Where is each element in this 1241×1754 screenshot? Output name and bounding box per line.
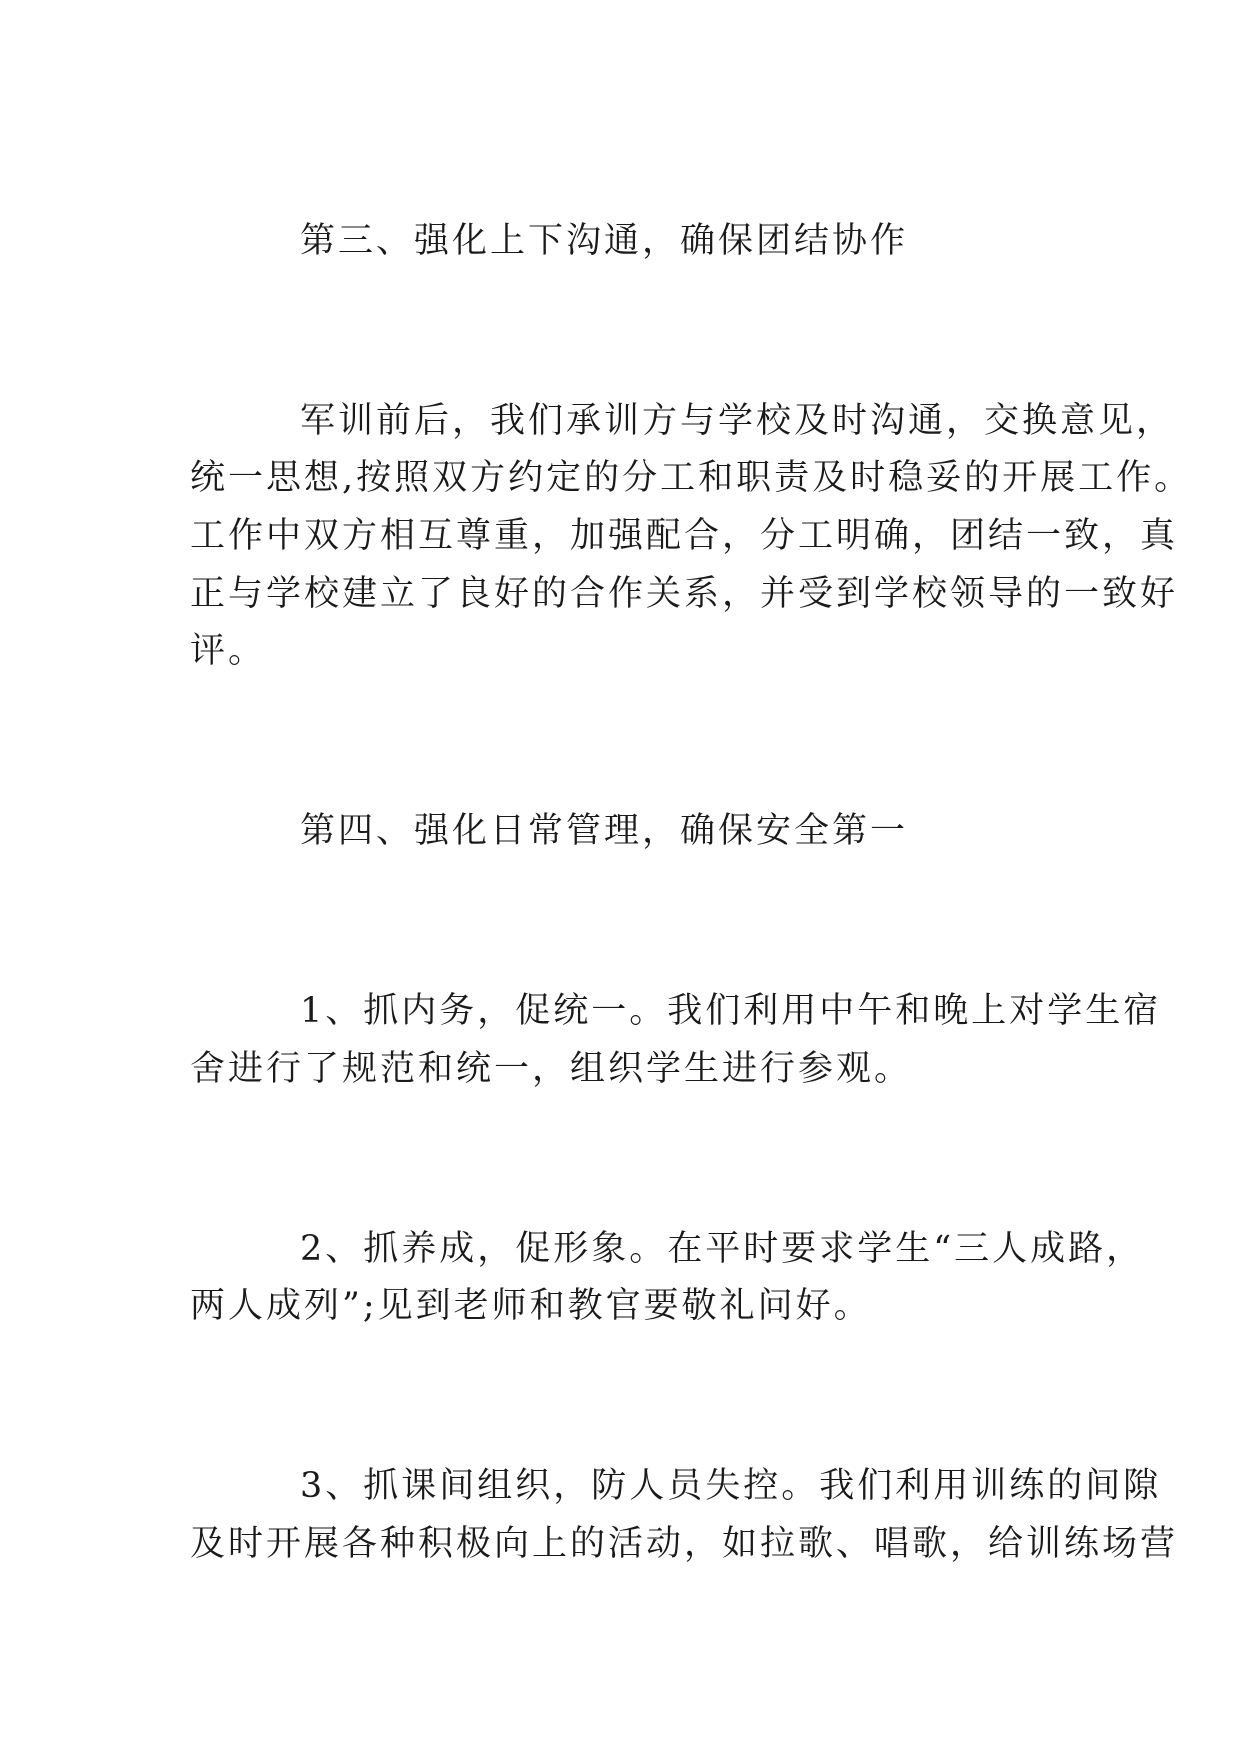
paragraph-line: 3、抓课间组织，防人员失控。我们利用训练的间隙 [300, 1466, 1162, 1506]
paragraph-line: 评。 [190, 631, 267, 671]
paragraph-line: 工作中双方相互尊重，加强配合，分工明确，团结一致，真 [190, 516, 1179, 556]
paragraph-line: 军训前后，我们承训方与学校及时沟通，交换意见， [300, 401, 1175, 441]
paragraph-line: 统一思想,按照双方约定的分工和职责及时稳妥的开展工作。 [190, 458, 1193, 498]
paragraph-line: 及时开展各种积极向上的活动，如拉歌、唱歌，给训练场营 [190, 1524, 1179, 1564]
paragraph-line: 正与学校建立了良好的合作关系，并受到学校领导的一致好 [190, 574, 1179, 614]
heading-line: 第三、强化上下沟通，确保团结协作 [300, 221, 909, 261]
paragraph-line: 2、抓养成，促形象。在平时要求学生“三人成路， [300, 1229, 1145, 1269]
paragraph-line: 舍进行了规范和统一，组织学生进行参观。 [190, 1049, 913, 1089]
heading-line: 第四、强化日常管理，确保安全第一 [300, 811, 909, 851]
paragraph-line: 两人成列”;见到老师和教官要敬礼问好。 [190, 1286, 872, 1326]
paragraph-line: 1、抓内务，促统一。我们利用中午和晚上对学生宿 [300, 991, 1162, 1031]
